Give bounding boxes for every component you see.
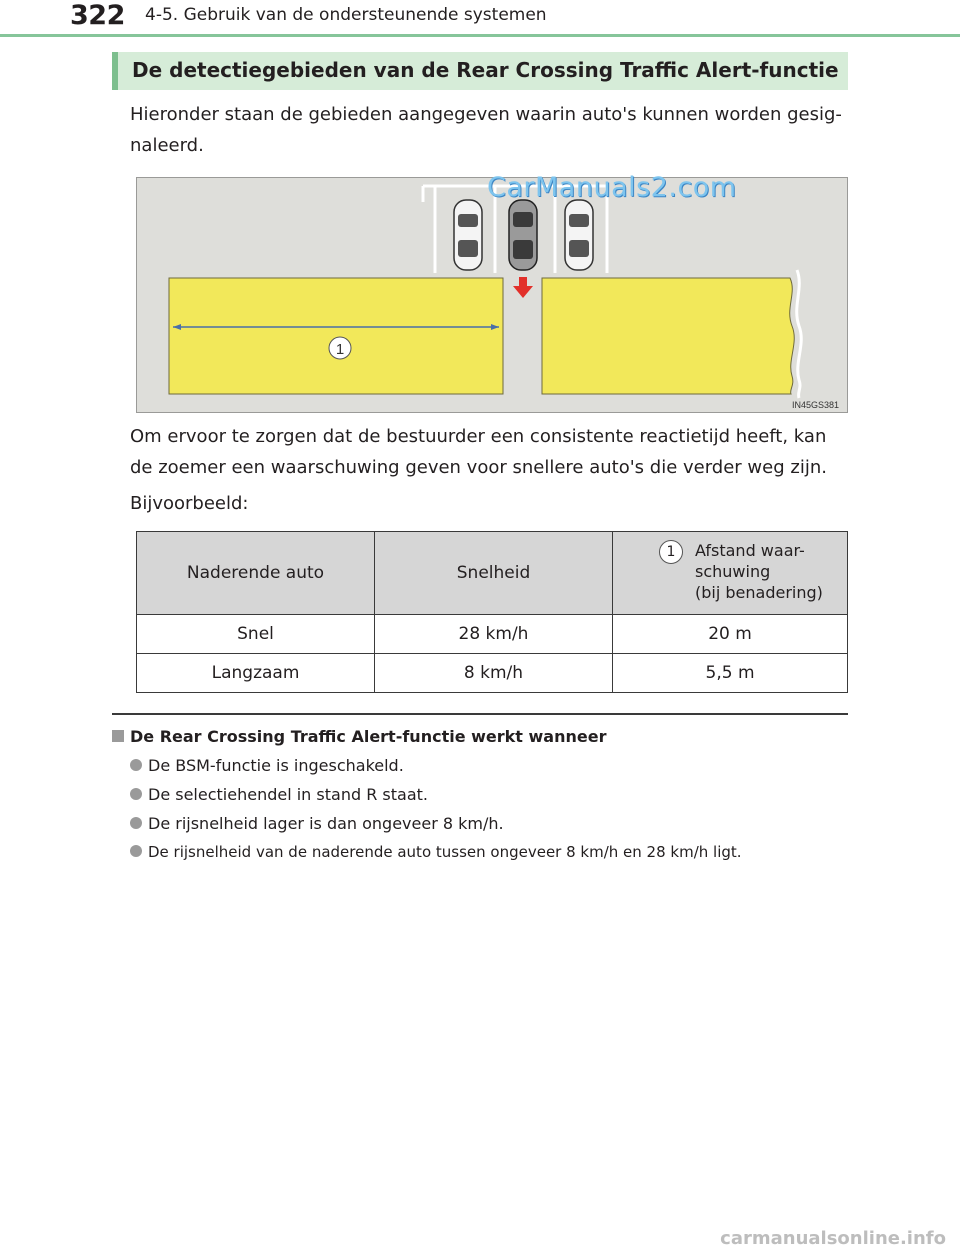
detection-area-figure: [136, 177, 848, 413]
condition-item: De rijsnelheid lager is dan ongeveer 8 km/h.: [130, 814, 504, 833]
intro-paragraph: Hieronder staan de gebieden aangegeven waarin auto's kunnen worden gesig-naleerd.: [130, 104, 842, 156]
bullet-dot-icon: [130, 788, 142, 800]
section-divider: [112, 713, 848, 715]
bullet-dot-icon: [130, 759, 142, 771]
callout-1: 1: [335, 341, 345, 358]
parked-car-left: [454, 200, 482, 270]
cell-speed: 8 km/h: [375, 654, 613, 693]
cell-distance: 5,5 m: [613, 654, 848, 693]
reversing-car: [509, 200, 537, 270]
header-approaching-car: Naderende auto: [137, 532, 375, 615]
conditions-heading: De Rear Crossing Traffic Alert-functie werkt wanneer: [112, 727, 606, 746]
cell-car: Snel: [137, 615, 375, 654]
detection-zone-right: [542, 278, 794, 394]
reverse-direction-arrow: [513, 277, 533, 298]
cell-distance: 20 m: [613, 615, 848, 654]
bullet-dot-icon: [130, 845, 142, 857]
condition-item: De selectiehendel in stand R staat.: [130, 785, 428, 804]
square-bullet-icon: [112, 730, 124, 742]
table-row: [137, 654, 848, 693]
break-line: [797, 270, 802, 398]
figure-code: IN45GS381: [791, 400, 839, 410]
example-label: Bijvoorbeeld:: [130, 493, 249, 514]
header-divider: [0, 34, 960, 37]
parked-car-right: [565, 200, 593, 270]
watermark: CarManuals2.com: [487, 172, 737, 203]
header-warning-distance: [613, 532, 848, 615]
detection-area-diagram: [137, 178, 849, 414]
table-header-row: [137, 532, 848, 615]
cell-speed: 28 km/h: [375, 615, 613, 654]
header-distance-text: Afstand waar- schuwing (bij benadering): [695, 541, 823, 602]
condition-item: De BSM-functie is ingeschakeld.: [130, 756, 404, 775]
detection-zone-left: [169, 278, 503, 394]
footer-watermark: carmanualsonline.info: [720, 1228, 946, 1249]
header-callout-1: 1: [659, 540, 683, 564]
section-heading-text: De detectiegebieden van de Rear Crossing Traffic Alert-functie: [132, 58, 839, 82]
cell-car: Langzaam: [137, 654, 375, 693]
chapter-title: 4-5. Gebruik van de ondersteunende systemen: [145, 5, 547, 25]
warning-distance-table: [136, 531, 848, 693]
table-row: [137, 615, 848, 654]
page-number: 322: [70, 0, 125, 31]
condition-item: De rijsnelheid van de naderende auto tussen ongeveer 8 km/h en 28 km/h ligt.: [130, 843, 742, 861]
header-speed: Snelheid: [375, 532, 613, 615]
bullet-dot-icon: [130, 817, 142, 829]
explanation-paragraph: Om ervoor te zorgen dat de bestuurder een consistente reactietijd heeft, kan de zoemer een waarschuwing geven voor snellere auto's die verder weg zijn.: [130, 426, 827, 478]
section-heading: [112, 52, 848, 90]
